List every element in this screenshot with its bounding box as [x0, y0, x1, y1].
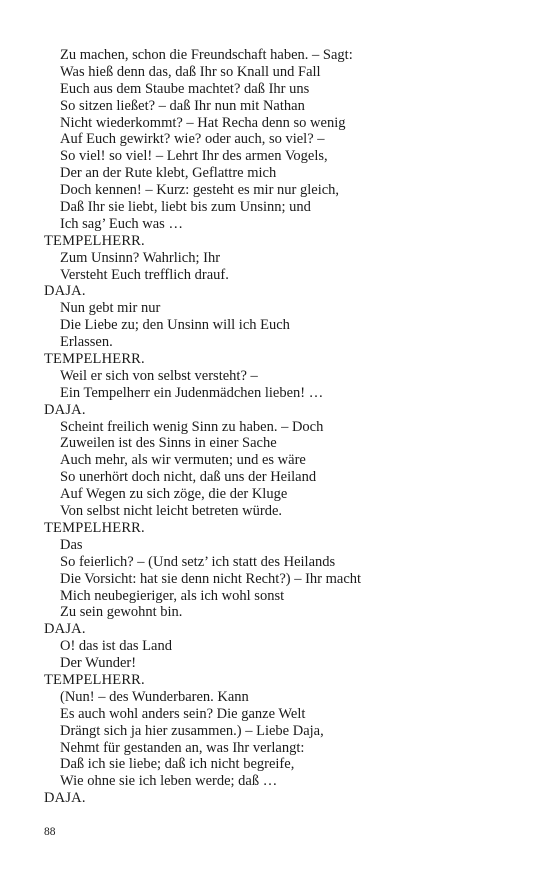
verse-line: Zuweilen ist des Sinns in einer Sache	[60, 435, 277, 452]
verse-line: Von selbst nicht leicht betreten würde.	[60, 503, 283, 520]
verse-line: Auch mehr, als wir vermuten; und es wäre	[60, 452, 306, 469]
verse-line: Der Wunder!	[60, 655, 137, 672]
verse-line: Daß Ihr sie liebt, liebt bis zum Unsinn; und	[60, 199, 311, 216]
verse-line: (Nun! – des Wunderbaren. Kann	[60, 688, 249, 705]
verse-line: Das	[60, 536, 83, 553]
verse-line: Es auch wohl anders sein? Die ganze Welt	[60, 705, 306, 722]
verse-line: So viel! so viel! – Lehrt Ihr des armen Vogels,	[60, 148, 328, 165]
verse-line: Auf Euch gewirkt? wie? oder auch, so viel? –	[60, 131, 325, 148]
verse-line: Drängt sich ja hier zusammen.) – Liebe Daja,	[60, 722, 324, 739]
verse-line: So sitzen ließet? – daß Ihr nun mit Nathan	[60, 97, 305, 114]
verse-line: Die Vorsicht: hat sie denn nicht Recht?) – Ihr macht	[60, 570, 362, 587]
speaker-name: DAJA.	[44, 283, 86, 300]
verse-line: Euch aus dem Staube machtet? daß Ihr uns	[60, 80, 310, 97]
verse-line: Nun gebt mir nur	[60, 300, 161, 317]
verse-line: Versteht Euch trefflich drauf.	[60, 266, 229, 283]
verse-line: So unerhört doch nicht, daß uns der Heiland	[60, 469, 317, 486]
verse-line: Wie ohne sie ich leben werde; daß …	[60, 773, 278, 790]
page-number: 88	[44, 826, 56, 838]
verse-line: Nicht wiederkommt? – Hat Recha denn so wenig	[60, 114, 346, 131]
verse-line: Auf Wegen zu sich zöge, die der Kluge	[60, 486, 288, 503]
verse-line: Was hieß denn das, daß Ihr so Knall und Fall	[60, 63, 321, 80]
verse-line: Ein Tempelherr ein Judenmädchen lieben! …	[60, 384, 324, 401]
speaker-name: TEMPELHERR.	[44, 351, 145, 368]
verse-line: So feierlich? – (Und setz’ ich statt des Heilands	[60, 553, 336, 570]
verse-line: Zu sein gewohnt bin.	[60, 604, 183, 621]
verse-line: O! das ist das Land	[60, 638, 172, 655]
verse-line: Zum Unsinn? Wahrlich; Ihr	[60, 249, 221, 266]
verse-line: Mich neubegieriger, als ich wohl sonst	[60, 587, 285, 604]
verse-line: Doch kennen! – Kurz: gesteht es mir nur gleich,	[60, 182, 340, 199]
speaker-name: TEMPELHERR.	[44, 519, 145, 536]
verse-line: Weil er sich von selbst versteht? –	[60, 367, 258, 384]
page-text	[0, 47, 550, 807]
speaker-name: TEMPELHERR.	[44, 232, 145, 249]
verse-line: Ich sag’ Euch was …	[60, 215, 183, 232]
speaker-name: TEMPELHERR.	[44, 671, 145, 688]
verse-line: Nehmt für gestanden an, was Ihr verlangt:	[60, 739, 305, 756]
verse-line: Zu machen, schon die Freundschaft haben. – Sagt:	[60, 47, 353, 63]
speaker-name: DAJA.	[44, 401, 86, 418]
verse-line: Daß ich sie liebe; daß ich nicht begreife,	[60, 756, 295, 773]
verse-line: Die Liebe zu; den Unsinn will ich Euch	[60, 317, 290, 334]
speaker-name: DAJA.	[44, 790, 86, 807]
verse-line: Der an der Rute klebt, Geflattre mich	[60, 165, 277, 182]
verse-line: Scheint freilich wenig Sinn zu haben. – Doch	[60, 418, 324, 435]
speaker-name: DAJA.	[44, 621, 86, 638]
verse-line: Erlassen.	[60, 334, 113, 351]
